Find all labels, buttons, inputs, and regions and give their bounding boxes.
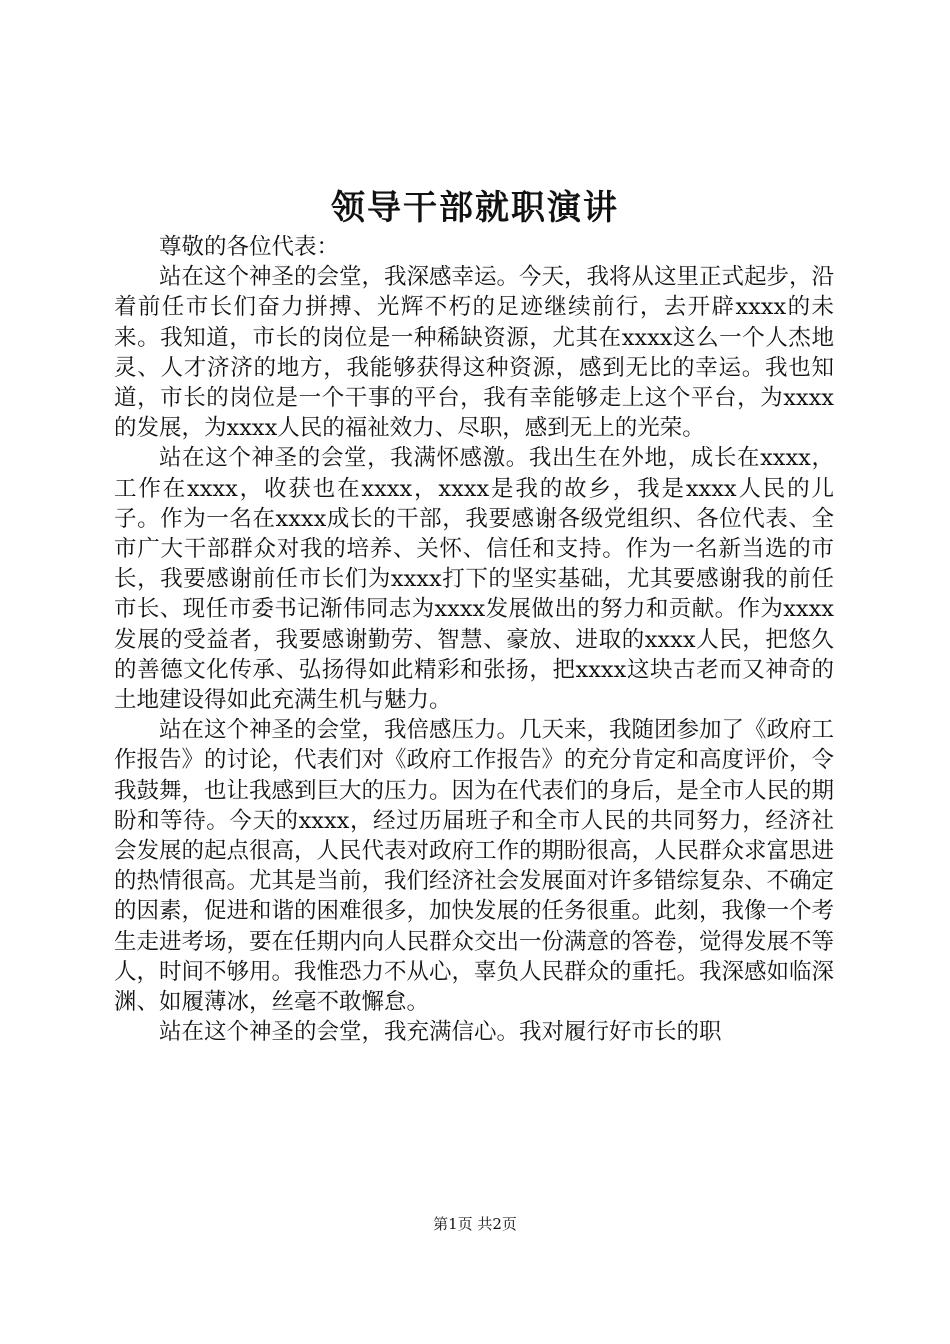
paragraph: 站在这个神圣的会堂，我深感幸运。今天，我将从这里正式起步，沿着前任市长们奋力拼搏、光辉不朽的足迹继续前行，去开辟xxxx的未来。我知道，市长的岗位是一种稀缺资源，尤其在xxxx这么一个人杰地灵、人才济济的地方，我能够获得这种资源，感到无比的幸运。我也知道，市长的岗位是一个干事的平台，我有幸能够走上这个平台，为xxxx的发展，为xxxx人民的福祉效力、尽职，感到无上的光荣。: [114, 264, 835, 442]
document-title: 领导干部就职演讲: [331, 188, 619, 228]
salutation: 尊敬的各位代表：: [159, 234, 340, 260]
paragraph: 站在这个神圣的会堂，我倍感压力。几天来，我随团参加了《政府工作报告》的讨论，代表们对《政府工作报告》的充分肯定和高度评价，令我鼓舞，也让我感到巨大的压力。因为在代表们的身后，是全市人民的期盼和等待。今天的xxxx，经过历届班子和全市人民的共同努力，经济社会发展的起点很高，人民代表对政府工作的期盼很高，人民群众求富思进的热情很高。尤其是当前，我们经济社会发展面对许多错综复杂、不确定的因素，促进和谐的困难很多，加快发展的任务很重。此刻，我像一个考生走进考场，要在任期内向人民群众交出一份满意的答卷，觉得发展不等人，时间不够用。我惟恐力不从心，辜负人民群众的重托。我深感如临深渊、如履薄冰，丝毫不敢懈怠。: [114, 717, 835, 1016]
page-footer: [0, 1214, 950, 1234]
paragraph: 站在这个神圣的会堂，我充满信心。我对履行好市长的职: [159, 1019, 722, 1046]
paragraph: 站在这个神圣的会堂，我满怀感激。我出生在外地，成长在xxxx，工作在xxxx，收获也在xxxx，xxxx是我的故乡，我是xxxx人民的儿子。作为一名在xxxx成长的干部，我要感谢各级党组织、各位代表、全市广大干部群众对我的培养、关怀、信任和支持。作为一名新当选的市长，我要感谢前任市长们为xxxx打下的坚实基础，尤其要感谢我的前任市长、现任市委书记渐伟同志为xxxx发展做出的努力和贡献。作为xxxx发展的受益者，我要感谢勤劳、智慧、豪放、进取的xxxx人民，把悠久的善德文化传承、弘扬得如此精彩和张扬，把xxxx这块古老而又神奇的土地建设得如此充满生机与魅力。: [114, 445, 834, 714]
document-body: [114, 232, 834, 1047]
page-number: 第1页 共2页: [433, 1215, 517, 1233]
